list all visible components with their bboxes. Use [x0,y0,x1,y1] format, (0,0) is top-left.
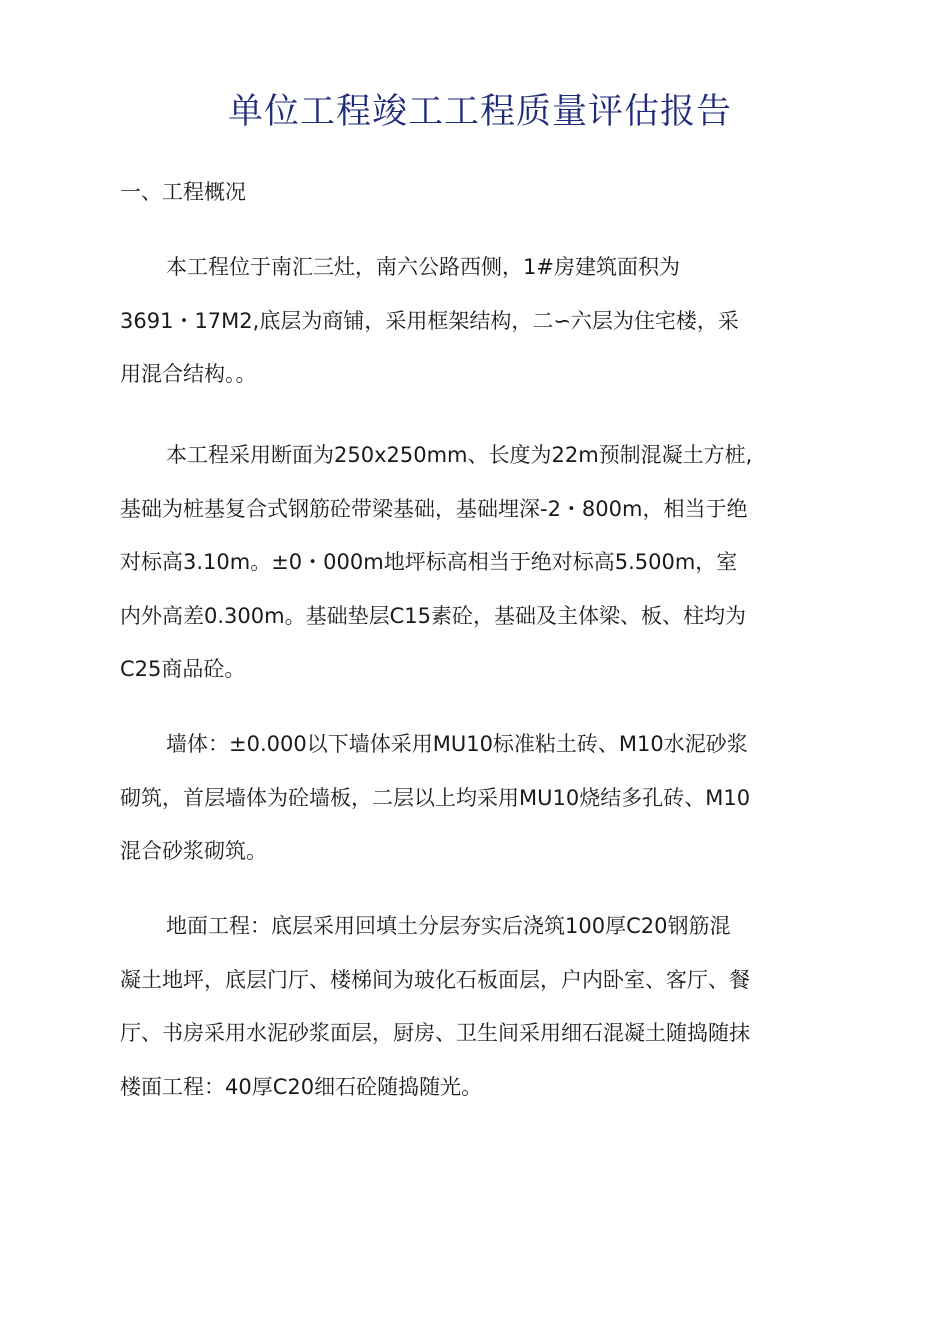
paragraph-line: C25商品砼。 [120,657,246,681]
paragraph-project-location [120,241,845,402]
paragraph-line: 本工程位于南汇三灶，南六公路西侧，1#房建筑面积为 [166,255,680,279]
paragraph-line: 对标高3.10m。±0・000m地坪标高相当于绝对标高5.500m，室 [120,550,738,574]
paragraph-walls [120,718,845,879]
paragraph-line: 楼面工程：40厚C20细石砼随捣随光。 [120,1074,483,1099]
paragraph-foundation [120,429,845,697]
paragraph-line: 内外高差0.300m。基础垫层C15素砼，基础及主体梁、板、柱均为 [120,603,746,628]
paragraph-line: 墙体：±0.000以下墙体采用MU10标准粘土砖、M10水泥砂浆 [166,732,748,756]
section-heading: 一、工程概况 [120,180,246,204]
paragraph-line: 基础为桩基复合式钢筋砼带梁基础，基础埋深-2・800m，相当于绝 [120,496,748,521]
paragraph-line: 本工程采用断面为250x250mm、长度为22m预制混凝土方桩, [166,443,753,467]
document-title: 单位工程竣工工程质量评估报告 [227,92,732,132]
paragraph-line: 厅、书房采用水泥砂浆面层，厨房、卫生间采用细石混凝土随捣随抹 [120,1021,750,1045]
paragraph-line: 凝土地坪，底层门厅、楼梯间为玻化石板面层，户内卧室、客厅、餐 [120,967,750,992]
paragraph-line: 地面工程：底层采用回填土分层夯实后浇筑100厚C20钢筋混 [166,914,731,938]
paragraph-line: 砌筑，首层墙体为砼墙板，二层以上均采用MU10烧结多孔砖、M10 [120,785,751,810]
paragraph-floors [120,900,845,1114]
paragraph-line: 混合砂浆砌筑。 [120,839,267,863]
paragraph-line: 3691・17M2,底层为商铺，采用框架结构，二∽六层为住宅楼，采 [120,308,739,333]
paragraph-line: 用混合结构。。 [120,362,257,386]
